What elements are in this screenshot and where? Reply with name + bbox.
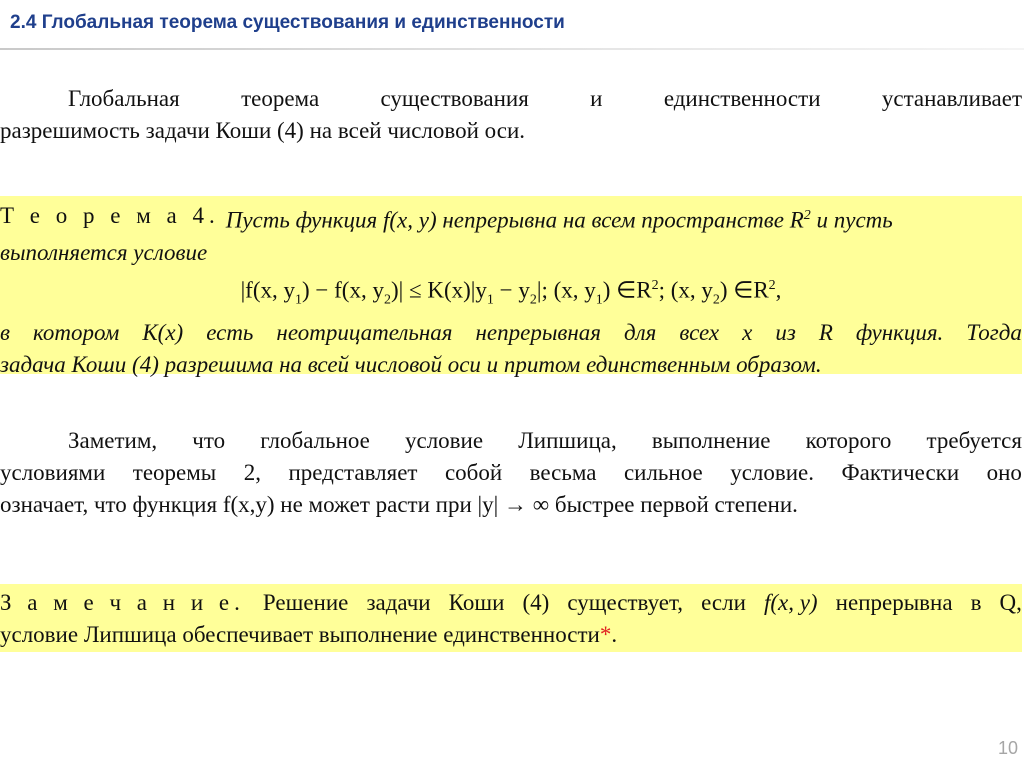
theorem-line-1-main: Пусть функция f(x, y) непрерывна на всем пространстве R [225,207,804,233]
word: Заметим, [68,428,158,453]
word: непрерывна [835,590,953,615]
word: f(x, y) [763,590,818,615]
formula-sub: 1 [295,291,302,307]
remark-line-2-end: . [611,622,618,647]
formula-sub: 2 [529,291,537,307]
theorem-box [0,196,1022,377]
theorem-line-4 [0,317,1022,349]
word: Решение [262,590,349,615]
theorem-line-1-end: и пусть [810,207,893,233]
remark-line-2-main: условие Липшица обеспечивает выполнение единственности [0,622,600,647]
page-number: 10 [997,738,1018,758]
theorem-line-1-text [226,200,893,237]
word: условие. [730,460,815,485]
word: 2, [243,460,261,485]
word: которого [805,428,892,453]
lipschitz-note-paragraph [0,425,1022,521]
word: (4) [522,590,550,615]
formula-part: |f(x, y [240,277,295,303]
word: единственности [663,86,821,111]
formula-part: − y [493,277,530,303]
note-line-3 [0,489,1022,521]
word: для [624,319,657,345]
word: функция. [855,319,944,345]
formula-sup: 2 [768,277,776,293]
formula-sup: 2 [651,277,659,293]
word: Q, [999,590,1022,615]
formula-part: ) ∈R [719,277,769,303]
formula-sub: 2 [383,291,391,307]
word: требуется [926,428,1022,453]
word: K(x) [142,319,184,345]
formula-sub: 1 [595,291,603,307]
word: задачи [366,590,431,615]
theorem-line-2-text: выполняется условие [0,239,208,265]
formula-part: ) ∈R [602,277,652,303]
title-divider [0,48,1024,50]
word: x [742,319,753,345]
formula-part: ) − f(x, y [302,277,384,303]
theorem-sup: 2 [803,208,811,223]
word: Коши [448,590,505,615]
word: теоремы [132,460,217,485]
slide-title: 2.4 Глобальная теорема существования и единственности [10,12,565,33]
word: R [818,319,833,345]
word: что [192,428,226,453]
footnote-star: * [599,622,612,647]
word: устанавливает [881,86,1022,111]
word: оно [986,460,1022,485]
remark-line-2-text [0,619,617,651]
formula-part: ; (x, y [658,277,713,303]
word: весьма [529,460,597,485]
word: Глобальная [68,86,180,111]
word: Тогда [966,319,1022,345]
theorem-line-5 [0,349,1022,381]
lipschitz-formula [0,269,1022,317]
word: условиями [0,460,106,485]
intro-line-2 [0,115,1022,147]
word: непрерывная [475,319,601,345]
word: сильное [623,460,703,485]
word: теорема [241,86,320,111]
word: Фактически [841,460,960,485]
formula-part: |; (x, y [536,277,596,303]
word: неотрицательная [276,319,453,345]
word: котором [33,319,120,345]
intro-line-1 [0,83,1022,115]
word: условие [405,428,484,453]
word: и [590,86,603,111]
word: собой [444,460,503,485]
remark-line-1 [0,587,1022,619]
formula-sub: 1 [486,291,494,307]
note-line-2 [0,457,1022,489]
remark-box [0,584,1022,652]
theorem-line-5-text: задача Коши (4) разрешима на всей числовой оси и притом единственным образом. [0,351,822,377]
theorem-line-2 [0,237,1022,269]
intro-line-2-text: разрешимость задачи Коши (4) на всей числовой оси. [0,118,526,143]
formula-part: )| ≤ K(x)|y [390,277,487,303]
remark-line-2 [0,619,1022,651]
word: если [701,590,746,615]
theorem-line-1 [0,200,1022,237]
intro-paragraph [0,83,1022,147]
word: Липшица, [518,428,617,453]
word: всех [679,319,720,345]
word: в [0,319,10,345]
word: выполнение [651,428,771,453]
word: существует, [567,590,684,615]
word: в [970,590,982,615]
word: существования [380,86,529,111]
note-line-1 [0,425,1022,457]
word: глобальное [260,428,370,453]
word: представляет [288,460,418,485]
formula-part: , [775,277,782,303]
word: из [775,319,796,345]
note-line-3-text: означает, что функция f(x,y) не может расти при |y| → ∞ быстрее первой степени. [0,492,798,517]
word: есть [206,319,254,345]
remark-label: З а м е ч а н и е. [0,590,245,615]
theorem-label: Т е о р е м а 4. [0,203,220,228]
formula-sub: 2 [712,291,720,307]
